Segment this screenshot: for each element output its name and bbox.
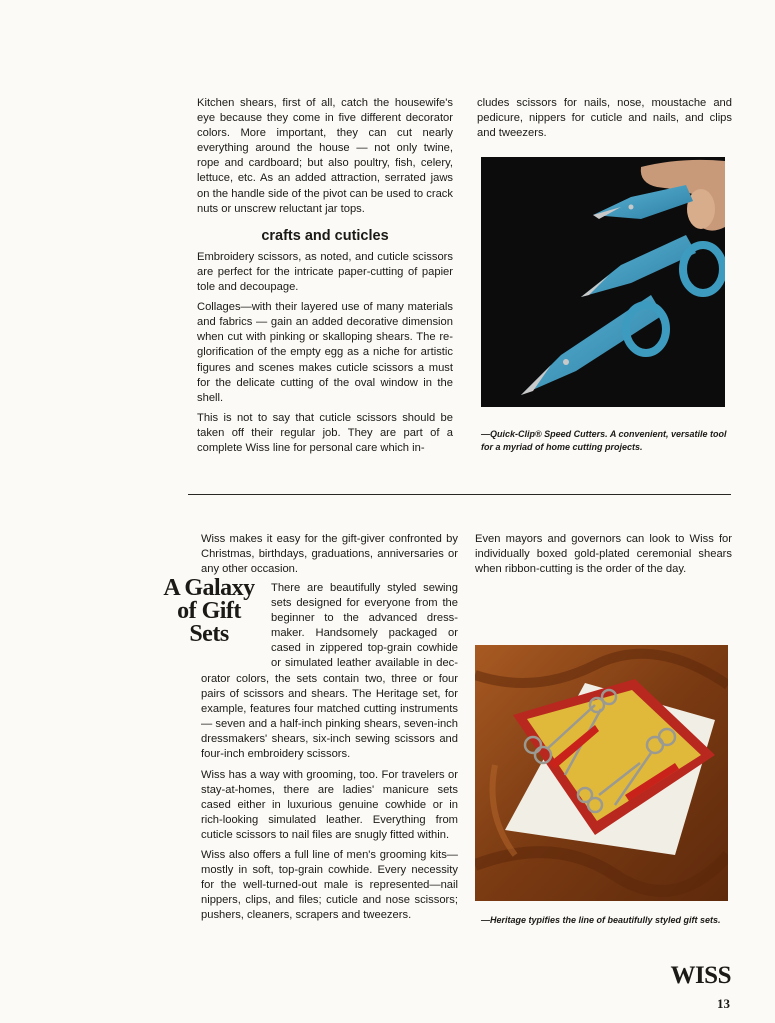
embroidery-paragraph: Embroidery scissors, as noted, and cuticle scissors are perfect for the intricate paper-cutting of papier tole and decoupage. (197, 250, 453, 294)
heritage-set-illustration (475, 645, 728, 901)
wrapped-line: There are beautifully styled sewing (271, 582, 458, 594)
heritage-set-paragraph: orator colors, the sets contain two, three or four pairs of scissors and shears. The Heritage set, for example, features four matched cutting instruments — seven and a half-inch pinking shears, seven-inch dressmakers' shears, six-inch sewing scissors and four-inch embroidery scissors. (201, 673, 458, 761)
quick-clip-cutters-photo (481, 157, 725, 407)
top-right-column (477, 96, 732, 146)
wrapped-line: or simulated leather available in dec- (271, 657, 458, 670)
wrapped-line: cased in zippered top-grain cowhide (271, 642, 458, 655)
grooming-paragraph: Wiss has a way with grooming, too. For travelers or stay-at-homes, there are ladies' manicure sets cased either in luxurious genuine cowhide or in rich-looking simulated leather. Everything from cuticle scissors to nail files are snugly fitted within. (201, 768, 458, 841)
quick-clip-caption: —Quick-Clip® Speed Cutters. A convenient, versatile tool for a myriad of home cutting projects. (481, 429, 727, 452)
section-divider (188, 494, 731, 495)
heritage-gift-set-photo (475, 645, 728, 901)
cutter-middle (581, 235, 723, 297)
wrapped-line: sets designed for everyone from the (271, 597, 458, 610)
galaxy-gift-sets-heading (148, 577, 270, 646)
gift-giver-intro (201, 532, 458, 582)
sewing-sets-wrapped-text (271, 581, 458, 672)
cutter-bottom (521, 295, 666, 395)
top-left-column (197, 96, 453, 461)
page-number: 13 (717, 996, 730, 1011)
wrapped-line: maker. Handsomely packaged or (271, 627, 458, 640)
wrapped-line: beginner to the advanced dress- (271, 612, 458, 625)
galaxy-heading-line: Sets (189, 621, 229, 647)
galaxy-heading-line: A Galaxy (163, 575, 255, 601)
gift-giver-paragraph: Wiss makes it easy for the gift-giver confronted by Christmas, birthdays, graduations, anniversaries or any other occasion. (201, 533, 458, 576)
kitchen-shears-paragraph: Kitchen shears, first of all, catch the housewife's eye because they come in five different decorator colors. More important, they can cut nearly everything around the house — not only twine, rope and cardboard; but also poultry, fish, celery, lettuce, etc. As an added attraction, serrated jaws on the handle side of the pivot can be used to crack nuts or unscrew reluctant jar tops. (197, 97, 453, 215)
collages-paragraph: Collages—with their layered use of many materials and fabrics — gain an added decorative dimension when cut with pinking or skalloping shears. The re-glorification of the empty egg as a niche for artistic figures and scenes makes cuticle scissors a must for the delicate cutting of the oval window in the shell. (197, 301, 453, 404)
mayors-paragraph: Even mayors and governors can look to Wiss for individually boxed gold-plated ceremonial shears when ribbon-cutting is the order of the day. (475, 533, 732, 576)
crafts-cuticles-heading: crafts and cuticles (261, 227, 389, 244)
bottom-left-column (201, 672, 458, 929)
heritage-caption: —Heritage typifies the line of beautifully styled gift sets. (481, 915, 721, 925)
cuticle-scissors-paragraph: This is not to say that cuticle scissors should be taken off their regular job. They are part of a complete Wiss line for personal care which in- (197, 411, 453, 454)
bottom-right-column (475, 532, 732, 582)
includes-scissors-paragraph: cludes scissors for nails, nose, moustache and pedicure, nippers for cuticle and nails, and clips and tweezers. (477, 97, 732, 140)
galaxy-heading-line: of Gift (177, 598, 241, 624)
speed-cutters-illustration (481, 157, 725, 407)
mens-grooming-paragraph: Wiss also offers a full line of men's grooming kits—mostly in soft, top-grain cowhide. Every necessity for the well-turned-out male is represented—nail nippers, clips, and files; cuticle and nose scissors; pushers, cleaners, scrapers and tweezers. (201, 849, 458, 922)
cutter-top (593, 185, 693, 219)
wiss-brand-logo: WISS (670, 962, 731, 989)
